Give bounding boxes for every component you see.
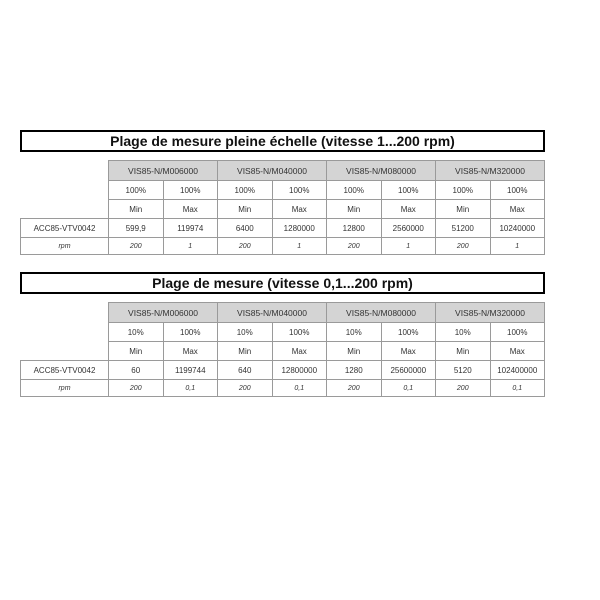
table1-data-cell: 1280000 (272, 219, 327, 238)
table2-unit-cell: 0,1 (272, 380, 327, 397)
table1-percent-cell: 100% (163, 181, 218, 200)
table2-minmax-cell: Min (436, 342, 491, 361)
table2-minmax-cell: Min (327, 342, 382, 361)
table2-row-spacer (21, 323, 109, 342)
table1-row-spacer (21, 181, 109, 200)
table2-measurement-range (20, 302, 545, 397)
table1-unit-cell: 200 (109, 238, 164, 255)
table2-model-header: VIS85-N/M006000 (109, 303, 218, 323)
table2-unit-cell: 0,1 (381, 380, 436, 397)
table1-unit-cell: 200 (327, 238, 382, 255)
table2-percent-cell: 10% (436, 323, 491, 342)
table1-unit-cell: 200 (218, 238, 273, 255)
table1-minmax-cell: Min (109, 200, 164, 219)
table2-minmax-cell: Min (109, 342, 164, 361)
table2-minmax-cell: Min (218, 342, 273, 361)
table1-percent-cell: 100% (490, 181, 545, 200)
table1-data-label: ACC85-VTV0042 (21, 219, 109, 238)
table1-percent-cell: 100% (381, 181, 436, 200)
table2-model-header: VIS85-N/M040000 (218, 303, 327, 323)
table1-minmax-cell: Max (272, 200, 327, 219)
table1-corner-cell (21, 161, 109, 181)
table1-data-cell: 119974 (163, 219, 218, 238)
table2-unit-cell: 200 (218, 380, 273, 397)
table1-minmax-cell: Min (327, 200, 382, 219)
table1-title: Plage de mesure pleine échelle (vitesse 1...200 rpm) (20, 130, 545, 152)
table2-unit-cell: 200 (436, 380, 491, 397)
table1-data-row (21, 219, 545, 238)
table1-percent-cell: 100% (327, 181, 382, 200)
table2-percent-cell: 10% (109, 323, 164, 342)
table2-data-cell: 25600000 (381, 361, 436, 380)
table1-model-header: VIS85-N/M006000 (109, 161, 218, 181)
table2-data-cell: 640 (218, 361, 273, 380)
table1-minmax-row (21, 200, 545, 219)
table2-percent-cell: 10% (327, 323, 382, 342)
table2-row-spacer (21, 342, 109, 361)
table2-percent-cell: 10% (218, 323, 273, 342)
table2-minmax-cell: Max (272, 342, 327, 361)
table1-percent-cell: 100% (109, 181, 164, 200)
table1-unit-cell: 200 (436, 238, 491, 255)
table2-unit-label: rpm (21, 380, 109, 397)
table1-minmax-cell: Min (218, 200, 273, 219)
table1-model-header: VIS85-N/M080000 (327, 161, 436, 181)
table1-model-header: VIS85-N/M320000 (436, 161, 545, 181)
table2-title: Plage de mesure (vitesse 0,1...200 rpm) (20, 272, 545, 294)
table1-measurement-range (20, 160, 545, 255)
table2-percent-cell: 100% (490, 323, 545, 342)
table2-data-label: ACC85-VTV0042 (21, 361, 109, 380)
table1-unit-cell: 1 (163, 238, 218, 255)
table2-unit-cell: 200 (109, 380, 164, 397)
table1-data-cell: 2560000 (381, 219, 436, 238)
table2-unit-cell: 0,1 (163, 380, 218, 397)
table1-percent-cell: 100% (218, 181, 273, 200)
table2-unit-cell: 200 (327, 380, 382, 397)
table1-percent-cell: 100% (272, 181, 327, 200)
table2-data-cell: 12800000 (272, 361, 327, 380)
table2-minmax-cell: Max (163, 342, 218, 361)
table2-unit-cell: 0,1 (490, 380, 545, 397)
table1-minmax-cell: Max (490, 200, 545, 219)
table2-data-cell: 102400000 (490, 361, 545, 380)
table1-model-header-row (21, 161, 545, 181)
table2-corner-cell (21, 303, 109, 323)
table1-unit-label: rpm (21, 238, 109, 255)
table2-unit-row (21, 380, 545, 397)
table2-minmax-cell: Max (381, 342, 436, 361)
table2-data-cell: 1199744 (163, 361, 218, 380)
table1-minmax-cell: Min (436, 200, 491, 219)
table2-minmax-row (21, 342, 545, 361)
table1-minmax-cell: Max (163, 200, 218, 219)
table1-percent-row (21, 181, 545, 200)
table1-unit-cell: 1 (272, 238, 327, 255)
table1-row-spacer (21, 200, 109, 219)
table2-data-cell: 1280 (327, 361, 382, 380)
table2-data-cell: 60 (109, 361, 164, 380)
table1-unit-cell: 1 (490, 238, 545, 255)
table1-minmax-cell: Max (381, 200, 436, 219)
table1-model-header: VIS85-N/M040000 (218, 161, 327, 181)
table2-data-row (21, 361, 545, 380)
table2-percent-cell: 100% (163, 323, 218, 342)
table2-percent-row (21, 323, 545, 342)
table1-unit-cell: 1 (381, 238, 436, 255)
table1-data-cell: 51200 (436, 219, 491, 238)
table1-percent-cell: 100% (436, 181, 491, 200)
table1-data-cell: 12800 (327, 219, 382, 238)
table1-data-cell: 10240000 (490, 219, 545, 238)
table1-data-cell: 599,9 (109, 219, 164, 238)
table2-percent-cell: 100% (381, 323, 436, 342)
table2-model-header-row (21, 303, 545, 323)
table1-unit-row (21, 238, 545, 255)
table2-minmax-cell: Max (490, 342, 545, 361)
table1-data-cell: 6400 (218, 219, 273, 238)
table2-model-header: VIS85-N/M080000 (327, 303, 436, 323)
table2-percent-cell: 100% (272, 323, 327, 342)
table2-model-header: VIS85-N/M320000 (436, 303, 545, 323)
table2-data-cell: 5120 (436, 361, 491, 380)
